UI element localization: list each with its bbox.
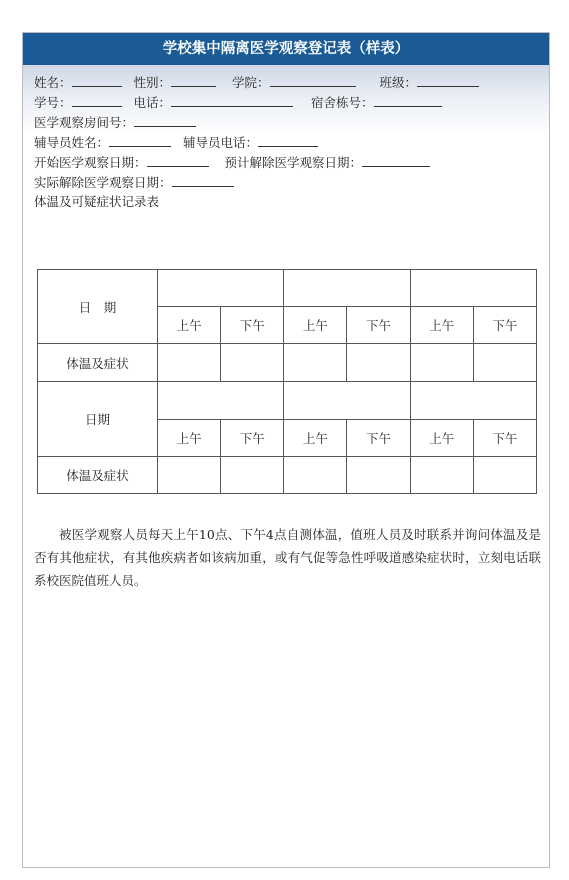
class-blank[interactable] — [417, 72, 479, 87]
date-header-cell-2: 日期 — [38, 382, 158, 457]
date-cell[interactable] — [410, 382, 536, 420]
class-label: 班级： — [379, 75, 418, 90]
symptom-entry-cell[interactable] — [347, 344, 410, 382]
am-cell: 上午 — [284, 307, 347, 344]
symptom-entry-cell[interactable] — [284, 457, 347, 494]
am-cell: 上午 — [158, 420, 221, 457]
expected-end-label: 预计解除医学观察日期： — [224, 155, 363, 170]
date-cell[interactable] — [284, 382, 410, 420]
phone-blank[interactable] — [171, 92, 293, 107]
symptom-row-1 — [38, 344, 537, 382]
actual-end-label: 实际解除医学观察日期： — [34, 175, 172, 190]
start-date-blank[interactable] — [147, 152, 209, 167]
registration-form-card — [22, 32, 550, 868]
symptom-entry-cell[interactable] — [410, 344, 473, 382]
expected-end-blank[interactable] — [362, 152, 430, 167]
counselor-phone-blank[interactable] — [258, 132, 318, 147]
date-cell[interactable] — [158, 382, 284, 420]
start-date-label: 开始医学观察日期： — [34, 155, 147, 170]
student-id-blank[interactable] — [72, 92, 122, 107]
room-label: 医学观察房间号： — [34, 115, 135, 130]
pm-cell: 下午 — [221, 307, 284, 344]
room-blank[interactable] — [134, 112, 196, 127]
date-cell[interactable] — [410, 270, 536, 307]
phone-label: 电话： — [133, 95, 172, 110]
name-label: 姓名： — [34, 75, 72, 90]
instruction-note: 被医学观察人员每天上午10点、下午4点自测体温，值班人员及时联系并询问体温及是否有其他症状，有其他疾病者如该病加重，或有气促等急性呼吸道感染症状时，立刻电话联系校医院值班人员。 — [34, 527, 541, 588]
college-blank[interactable] — [270, 72, 356, 87]
pm-cell: 下午 — [347, 420, 410, 457]
symptom-entry-cell[interactable] — [410, 457, 473, 494]
symptom-row-2 — [38, 457, 537, 494]
am-cell: 上午 — [410, 307, 473, 344]
form-title: 学校集中隔离医学观察登记表（样表） — [23, 33, 549, 65]
temperature-record-table — [37, 269, 537, 494]
am-cell: 上午 — [410, 420, 473, 457]
date-header-cell-1: 日 期 — [38, 270, 158, 344]
symptom-label-cell: 体温及症状 — [38, 457, 158, 494]
pm-cell: 下午 — [347, 307, 410, 344]
form-line-5 — [34, 152, 539, 172]
gender-label: 性别： — [133, 75, 172, 90]
actual-end-blank[interactable] — [172, 172, 234, 187]
college-label: 学院： — [232, 75, 270, 90]
counselor-name-label: 辅导员姓名： — [34, 135, 110, 150]
table-caption: 体温及可疑症状记录表 — [34, 194, 160, 209]
pm-cell: 下午 — [473, 420, 536, 457]
form-line-4 — [34, 132, 539, 152]
symptom-entry-cell[interactable] — [347, 457, 410, 494]
symptom-entry-cell[interactable] — [284, 344, 347, 382]
symptom-label-cell: 体温及症状 — [38, 344, 158, 382]
counselor-phone-label: 辅导员电话： — [183, 135, 259, 150]
form-line-1 — [34, 72, 539, 92]
date-cell[interactable] — [158, 270, 284, 307]
pm-cell: 下午 — [473, 307, 536, 344]
dorm-label: 宿舍栋号： — [311, 95, 374, 110]
symptom-entry-cell[interactable] — [158, 457, 221, 494]
pm-cell: 下午 — [221, 420, 284, 457]
form-line-6 — [34, 172, 539, 192]
symptom-entry-cell[interactable] — [158, 344, 221, 382]
form-fields — [23, 65, 549, 277]
date-cell[interactable] — [284, 270, 410, 307]
form-line-3 — [34, 112, 539, 132]
symptom-entry-cell[interactable] — [473, 344, 536, 382]
form-line-7 — [34, 192, 539, 212]
form-line-2 — [34, 92, 539, 112]
student-id-label: 学号： — [34, 95, 72, 110]
date-row-1 — [38, 270, 537, 307]
symptom-entry-cell[interactable] — [473, 457, 536, 494]
symptom-entry-cell[interactable] — [221, 457, 284, 494]
gender-blank[interactable] — [171, 72, 216, 87]
name-blank[interactable] — [72, 72, 122, 87]
symptom-entry-cell[interactable] — [221, 344, 284, 382]
am-cell: 上午 — [158, 307, 221, 344]
counselor-name-blank[interactable] — [109, 132, 171, 147]
dorm-blank[interactable] — [374, 92, 442, 107]
date-row-2 — [38, 382, 537, 420]
am-cell: 上午 — [284, 420, 347, 457]
